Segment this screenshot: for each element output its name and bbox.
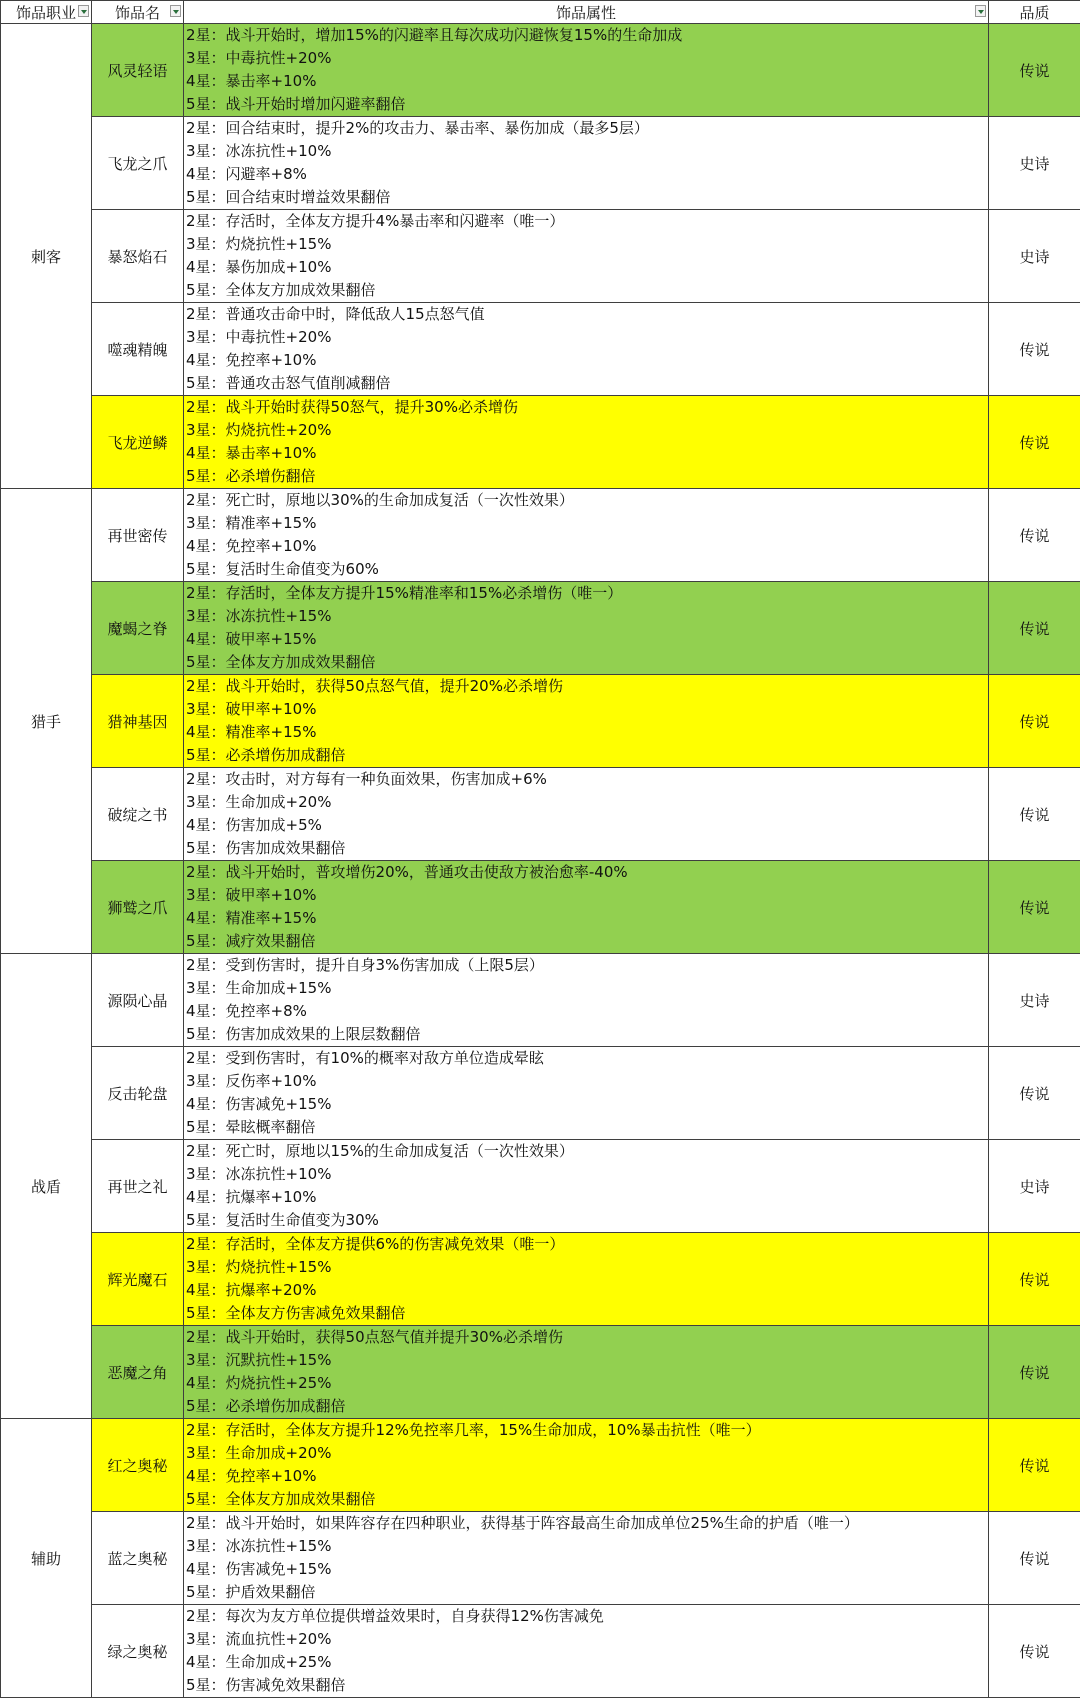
filter-dropdown-icon[interactable]: [78, 5, 89, 17]
table-row: [1, 210, 1080, 303]
attribute-line: 2星：受到伤害时，提升自身3%伤害加成（上限5层）: [186, 954, 988, 977]
attribute-line: 4星：免控率+8%: [186, 1000, 988, 1023]
quality-cell[interactable]: 传说: [989, 1419, 1080, 1512]
attributes-cell[interactable]: [184, 1605, 989, 1698]
attribute-line: 5星：普通攻击怒气值削减翻倍: [186, 372, 988, 395]
table-row: [1, 582, 1080, 675]
table-row: [1, 1140, 1080, 1233]
quality-cell[interactable]: 史诗: [989, 1140, 1080, 1233]
attributes-cell[interactable]: [184, 1140, 989, 1233]
table-body: [1, 24, 1080, 1698]
attribute-line: 4星：生命加成+25%: [186, 1651, 988, 1674]
attribute-line: 4星：抗爆率+10%: [186, 1186, 988, 1209]
quality-cell[interactable]: 传说: [989, 1512, 1080, 1605]
attribute-line: 2星：战斗开始时，获得50点怒气值，提升20%必杀增伤: [186, 675, 988, 698]
attribute-line: 5星：伤害加成效果翻倍: [186, 837, 988, 860]
attribute-line: 3星：灼烧抗性+15%: [186, 1256, 988, 1279]
attributes-cell[interactable]: [184, 24, 989, 117]
quality-cell[interactable]: 传说: [989, 303, 1080, 396]
attribute-line: 4星：精准率+15%: [186, 907, 988, 930]
table-row: [1, 675, 1080, 768]
header-quality[interactable]: [989, 1, 1080, 24]
quality-cell[interactable]: 史诗: [989, 954, 1080, 1047]
name-cell[interactable]: 破绽之书: [92, 768, 184, 861]
table-row: [1, 117, 1080, 210]
name-cell[interactable]: 猎神基因: [92, 675, 184, 768]
attribute-line: 3星：冰冻抗性+15%: [186, 605, 988, 628]
attribute-line: 5星：必杀增伤加成翻倍: [186, 1395, 988, 1418]
table-row: [1, 861, 1080, 954]
attribute-line: 2星：受到伤害时，有10%的概率对敌方单位造成晕眩: [186, 1047, 988, 1070]
name-cell[interactable]: 飞龙逆鳞: [92, 396, 184, 489]
attribute-line: 5星：全体友方加成效果翻倍: [186, 1488, 988, 1511]
table-row: [1, 1047, 1080, 1140]
table-row: [1, 1326, 1080, 1419]
name-cell[interactable]: 辉光魔石: [92, 1233, 184, 1326]
attribute-line: 4星：伤害减免+15%: [186, 1093, 988, 1116]
attribute-line: 2星：存活时，全体友方提升4%暴击率和闪避率（唯一）: [186, 210, 988, 233]
attribute-line: 4星：破甲率+15%: [186, 628, 988, 651]
header-attributes[interactable]: [184, 1, 989, 24]
attributes-cell[interactable]: [184, 117, 989, 210]
attribute-line: 2星：战斗开始时获得50怒气，提升30%必杀增伤: [186, 396, 988, 419]
header-name[interactable]: [92, 1, 184, 24]
attribute-line: 4星：精准率+15%: [186, 721, 988, 744]
attributes-cell[interactable]: [184, 1512, 989, 1605]
attribute-line: 2星：每次为友方单位提供增益效果时，自身获得12%伤害减免: [186, 1605, 988, 1628]
attribute-line: 5星：全体友方加成效果翻倍: [186, 651, 988, 674]
attribute-line: 2星：普通攻击命中时，降低敌人15点怒气值: [186, 303, 988, 326]
attribute-line: 4星：抗爆率+20%: [186, 1279, 988, 1302]
attribute-line: 3星：破甲率+10%: [186, 884, 988, 907]
attribute-line: 2星：存活时，全体友方提供6%的伤害减免效果（唯一）: [186, 1233, 988, 1256]
quality-cell[interactable]: 传说: [989, 1233, 1080, 1326]
attribute-line: 2星：死亡时，原地以15%的生命加成复活（一次性效果）: [186, 1140, 988, 1163]
quality-cell[interactable]: 传说: [989, 675, 1080, 768]
quality-cell[interactable]: 传说: [989, 1326, 1080, 1419]
attribute-line: 4星：暴击率+10%: [186, 442, 988, 465]
quality-cell[interactable]: 传说: [989, 24, 1080, 117]
quality-cell[interactable]: 史诗: [989, 117, 1080, 210]
attribute-line: 2星：存活时，全体友方提升12%免控率几率，15%生命加成，10%暴击抗性（唯一）: [186, 1419, 988, 1442]
name-cell[interactable]: 狮鹫之爪: [92, 861, 184, 954]
attribute-line: 3星：中毒抗性+20%: [186, 47, 988, 70]
name-cell[interactable]: 噬魂精魄: [92, 303, 184, 396]
table-row: [1, 489, 1080, 582]
table-row: [1, 1605, 1080, 1698]
attribute-line: 3星：沉默抗性+15%: [186, 1349, 988, 1372]
table-row: [1, 303, 1080, 396]
header-name-label: 饰品名: [115, 4, 160, 22]
table-row: [1, 1419, 1080, 1512]
attribute-line: 2星：战斗开始时，如果阵容存在四种职业，获得基于阵容最高生命加成单位25%生命的护盾（唯一）: [186, 1512, 988, 1535]
header-attributes-label: 饰品属性: [556, 4, 616, 22]
attribute-line: 3星：破甲率+10%: [186, 698, 988, 721]
quality-cell[interactable]: 传说: [989, 1605, 1080, 1698]
attribute-line: 3星：精准率+15%: [186, 512, 988, 535]
name-cell[interactable]: 再世密传: [92, 489, 184, 582]
attributes-cell[interactable]: [184, 1419, 989, 1512]
attributes-cell[interactable]: [184, 489, 989, 582]
attribute-line: 4星：暴伤加成+10%: [186, 256, 988, 279]
attribute-line: 3星：冰冻抗性+15%: [186, 1535, 988, 1558]
attribute-line: 3星：中毒抗性+20%: [186, 326, 988, 349]
name-cell[interactable]: 暴怒焰石: [92, 210, 184, 303]
name-cell[interactable]: 风灵轻语: [92, 24, 184, 117]
attribute-line: 5星：复活时生命值变为30%: [186, 1209, 988, 1232]
attributes-cell[interactable]: [184, 675, 989, 768]
name-cell[interactable]: 蓝之奥秘: [92, 1512, 184, 1605]
name-cell[interactable]: 源陨心晶: [92, 954, 184, 1047]
attribute-line: 2星：战斗开始时，获得50点怒气值并提升30%必杀增伤: [186, 1326, 988, 1349]
name-cell[interactable]: 魔蝎之脊: [92, 582, 184, 675]
name-cell[interactable]: 恶魔之角: [92, 1326, 184, 1419]
attribute-line: 3星：生命加成+20%: [186, 1442, 988, 1465]
attribute-line: 2星：回合结束时，提升2%的攻击力、暴击率、暴伤加成（最多5层）: [186, 117, 988, 140]
attribute-line: 3星：流血抗性+20%: [186, 1628, 988, 1651]
table-row: [1, 768, 1080, 861]
quality-cell[interactable]: 传说: [989, 489, 1080, 582]
attribute-line: 2星：战斗开始时，普攻增伤20%，普通攻击使敌方被治愈率-40%: [186, 861, 988, 884]
attribute-line: 4星：暴击率+10%: [186, 70, 988, 93]
quality-cell[interactable]: 传说: [989, 1047, 1080, 1140]
name-cell[interactable]: 红之奥秘: [92, 1419, 184, 1512]
table-row: [1, 954, 1080, 1047]
name-cell[interactable]: 飞龙之爪: [92, 117, 184, 210]
quality-cell[interactable]: 传说: [989, 768, 1080, 861]
attribute-line: 4星：免控率+10%: [186, 1465, 988, 1488]
attribute-line: 5星：复活时生命值变为60%: [186, 558, 988, 581]
filter-dropdown-icon[interactable]: [170, 5, 181, 17]
name-cell[interactable]: 反击轮盘: [92, 1047, 184, 1140]
attributes-cell[interactable]: [184, 861, 989, 954]
filter-dropdown-icon[interactable]: [975, 5, 986, 17]
attribute-line: 2星：攻击时，对方每有一种负面效果，伤害加成+6%: [186, 768, 988, 791]
attributes-cell[interactable]: [184, 1047, 989, 1140]
attribute-line: 4星：灼烧抗性+25%: [186, 1372, 988, 1395]
table-row: [1, 24, 1080, 117]
class-cell[interactable]: 刺客: [1, 24, 92, 489]
quality-cell[interactable]: 传说: [989, 582, 1080, 675]
attribute-line: 4星：闪避率+8%: [186, 163, 988, 186]
class-cell[interactable]: 猎手: [1, 489, 92, 954]
attribute-line: 5星：伤害减免效果翻倍: [186, 1674, 988, 1697]
quality-cell[interactable]: 传说: [989, 861, 1080, 954]
attribute-line: 5星：回合结束时增益效果翻倍: [186, 186, 988, 209]
name-cell[interactable]: 绿之奥秘: [92, 1605, 184, 1698]
attribute-line: 5星：减疗效果翻倍: [186, 930, 988, 953]
attribute-line: 2星：战斗开始时，增加15%的闪避率且每次成功闪避恢复15%的生命加成: [186, 24, 988, 47]
attributes-cell[interactable]: [184, 768, 989, 861]
class-cell[interactable]: 战盾: [1, 954, 92, 1419]
attribute-line: 5星：必杀增伤翻倍: [186, 465, 988, 488]
header-quality-label: 品质: [1019, 4, 1049, 22]
name-cell[interactable]: 再世之礼: [92, 1140, 184, 1233]
attributes-cell[interactable]: [184, 303, 989, 396]
attribute-line: 5星：全体友方伤害减免效果翻倍: [186, 1302, 988, 1325]
attribute-line: 4星：免控率+10%: [186, 535, 988, 558]
header-class[interactable]: [1, 1, 92, 24]
attributes-cell[interactable]: [184, 1233, 989, 1326]
attribute-line: 4星：免控率+10%: [186, 349, 988, 372]
table-row: [1, 1233, 1080, 1326]
attributes-cell[interactable]: [184, 582, 989, 675]
attribute-line: 5星：战斗开始时增加闪避率翻倍: [186, 93, 988, 116]
attribute-line: 5星：伤害加成效果的上限层数翻倍: [186, 1023, 988, 1046]
class-cell[interactable]: 辅助: [1, 1419, 92, 1698]
attribute-line: 5星：护盾效果翻倍: [186, 1581, 988, 1604]
attribute-line: 3星：生命加成+15%: [186, 977, 988, 1000]
quality-cell[interactable]: 传说: [989, 396, 1080, 489]
attribute-line: 5星：全体友方加成效果翻倍: [186, 279, 988, 302]
attributes-cell[interactable]: [184, 1326, 989, 1419]
attributes-cell[interactable]: [184, 954, 989, 1047]
attribute-line: 4星：伤害减免+15%: [186, 1558, 988, 1581]
attribute-line: 2星：死亡时，原地以30%的生命加成复活（一次性效果）: [186, 489, 988, 512]
header-row: [1, 1, 1080, 24]
quality-cell[interactable]: 史诗: [989, 210, 1080, 303]
attribute-line: 3星：灼烧抗性+20%: [186, 419, 988, 442]
attribute-line: 3星：灼烧抗性+15%: [186, 233, 988, 256]
attribute-line: 5星：晕眩概率翻倍: [186, 1116, 988, 1139]
attribute-line: 5星：必杀增伤加成翻倍: [186, 744, 988, 767]
attributes-cell[interactable]: [184, 396, 989, 489]
header-class-label: 饰品职业: [16, 4, 76, 22]
attributes-cell[interactable]: [184, 210, 989, 303]
attribute-line: 3星：冰冻抗性+10%: [186, 140, 988, 163]
table-row: [1, 1512, 1080, 1605]
attribute-line: 3星：冰冻抗性+10%: [186, 1163, 988, 1186]
table-row: [1, 396, 1080, 489]
attribute-line: 2星：存活时，全体友方提升15%精准率和15%必杀增伤（唯一）: [186, 582, 988, 605]
attribute-line: 3星：生命加成+20%: [186, 791, 988, 814]
attribute-line: 4星：伤害加成+5%: [186, 814, 988, 837]
attribute-line: 3星：反伤率+10%: [186, 1070, 988, 1093]
